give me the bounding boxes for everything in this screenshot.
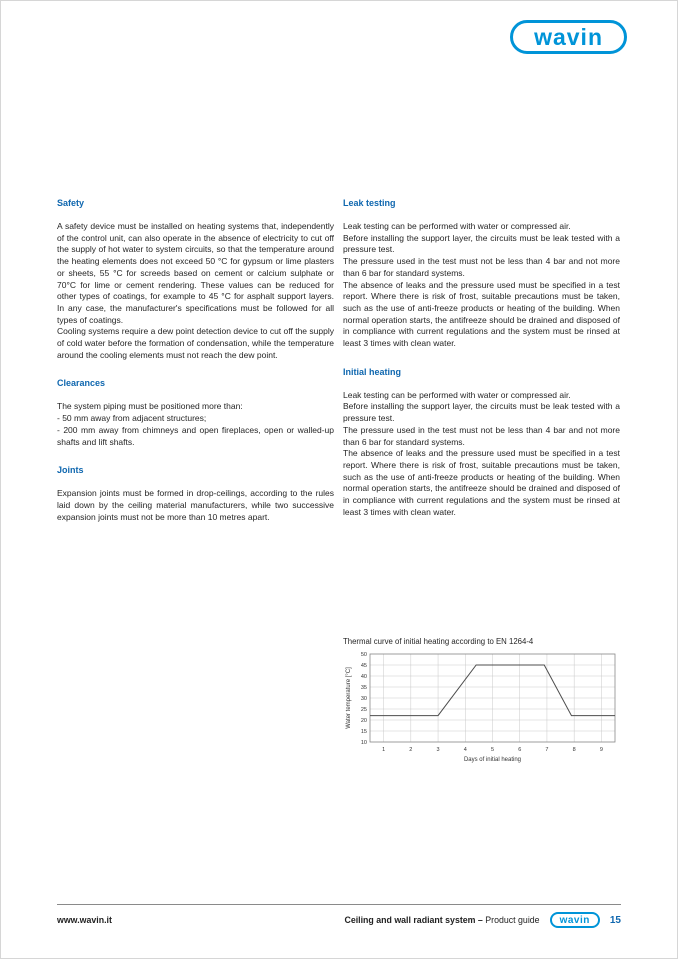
footer-wavin-logo-text: wavin [559,914,590,926]
svg-text:3: 3 [436,747,440,753]
footer-right-group [344,912,621,928]
paragraph: Before installing the support layer, the circuits must be leak tested with a pressure test. [343,401,620,424]
svg-text:50: 50 [360,652,367,658]
paragraph: The absence of leaks and the pressure used must be specified in a test report. Where there is risk of frost, suitable precautions must be taken, such as the use of anti-freeze products or heating of the building. When normal operation starts, the antifreeze should be drained and disposed of in compliance with current regulations and the system must be rinsed at least 3 times with clean water. [343,448,620,517]
svg-text:40: 40 [360,674,367,680]
left-column [57,198,334,540]
section-heading-initial-heating: Initial heating [343,366,402,377]
svg-text:20: 20 [360,718,367,724]
svg-text:9: 9 [599,747,603,753]
section-leak-testing [343,198,620,350]
section-heading-joints: Joints [57,465,84,476]
list-item: - 200 mm away from chimneys and open fireplaces, open or walled-up shafts and lift shafts. [57,424,334,447]
svg-text:Days of initial heating: Days of initial heating [463,757,522,763]
section-heading-safety: Safety [57,198,85,208]
section-clearances [57,378,334,448]
wavin-logo [510,20,627,54]
right-column [343,198,620,535]
footer-url: www.wavin.it [57,915,112,925]
svg-text:7: 7 [545,747,549,753]
page-number: 15 [609,914,621,926]
svg-text:8: 8 [572,747,576,753]
paragraph: The pressure used in the test must not be less than 4 bar and not more than 6 bar for standard systems. [343,424,620,447]
section-safety [57,198,334,361]
paragraph: Leak testing can be performed with water or compressed air. [343,221,571,231]
paragraph: A safety device must be installed on heating systems that, independently of the control unit, can also operate in the absence of electricity to cut off the supply of hot water to system circuits, so that the temperature around the heating elements does not exceed 50 °C for gypsum or lime plasters or sheets, 55 °C for screeds based on cement or calcium sulphate or 70°C for lime or cement rendering. These values can be reduced for other types of coatings, for example to 45 °C for asphalt support layers. In any case, the manufacturer's specifications must be followed for all types of coatings. [57,221,334,325]
paragraph: Leak testing can be performed with water or compressed air. [343,389,571,400]
svg-text:1: 1 [382,747,386,753]
section-heading-leak-testing: Leak testing [343,198,396,208]
thermal-curve-chart [343,637,621,764]
paragraph: Before installing the support layer, the circuits must be leak tested with a pressure test. [343,232,620,255]
paragraph: The absence of leaks and the pressure used must be specified in a test report. Where there is risk of frost, suitable precautions must be taken, such as the use of anti-freeze products or heating of the building. When normal operation starts, the antifreeze should be drained and disposed of in compliance with current regulations and the system must be rinsed at least 3 times with clean water. [343,279,620,349]
svg-text:Water temperature [°C]: Water temperature [°C] [346,667,352,729]
svg-text:5: 5 [490,747,495,753]
section-heading-clearances: Clearances [57,378,106,389]
paragraph: Expansion joints must be formed in drop-ceilings, according to the rules laid down by the ceiling material manufacturers, while two successive expansion joints must not be more than 10 metres apart. [57,488,334,522]
paragraph: Cooling systems require a dew point detection device to cut off the supply of cold water before the formation of condensation, while the temperature around the cooling elements must not reach the dew point. [57,326,334,360]
thermal-curve-plot [343,648,621,764]
svg-text:6: 6 [518,747,522,753]
svg-text:2: 2 [409,747,413,753]
svg-text:15: 15 [360,729,367,735]
footer-doc-title-regular: Product guide [485,915,540,925]
svg-text:45: 45 [360,663,367,669]
svg-text:10: 10 [360,740,367,746]
section-initial-heating [343,367,620,519]
paragraph: The pressure used in the test must not be less than 4 bar and not more than 6 bar for standard systems. [343,256,620,278]
chart-title: Thermal curve of initial heating according to EN 1264-4 [343,637,534,646]
footer-wavin-logo [550,912,600,928]
svg-text:25: 25 [360,707,367,713]
wavin-logo-text: wavin [534,23,603,50]
footer-doc-title-bold: Ceiling and wall radiant system – [344,915,483,925]
svg-text:4: 4 [463,747,467,753]
section-joints [57,465,334,523]
footer-doc-title [344,915,539,925]
svg-text:35: 35 [360,685,367,691]
paragraph: The system piping must be positioned more than: [57,401,243,412]
svg-text:30: 30 [360,696,367,702]
list-item: - 50 mm away from adjacent structures; [57,413,207,424]
page-footer [57,904,621,928]
